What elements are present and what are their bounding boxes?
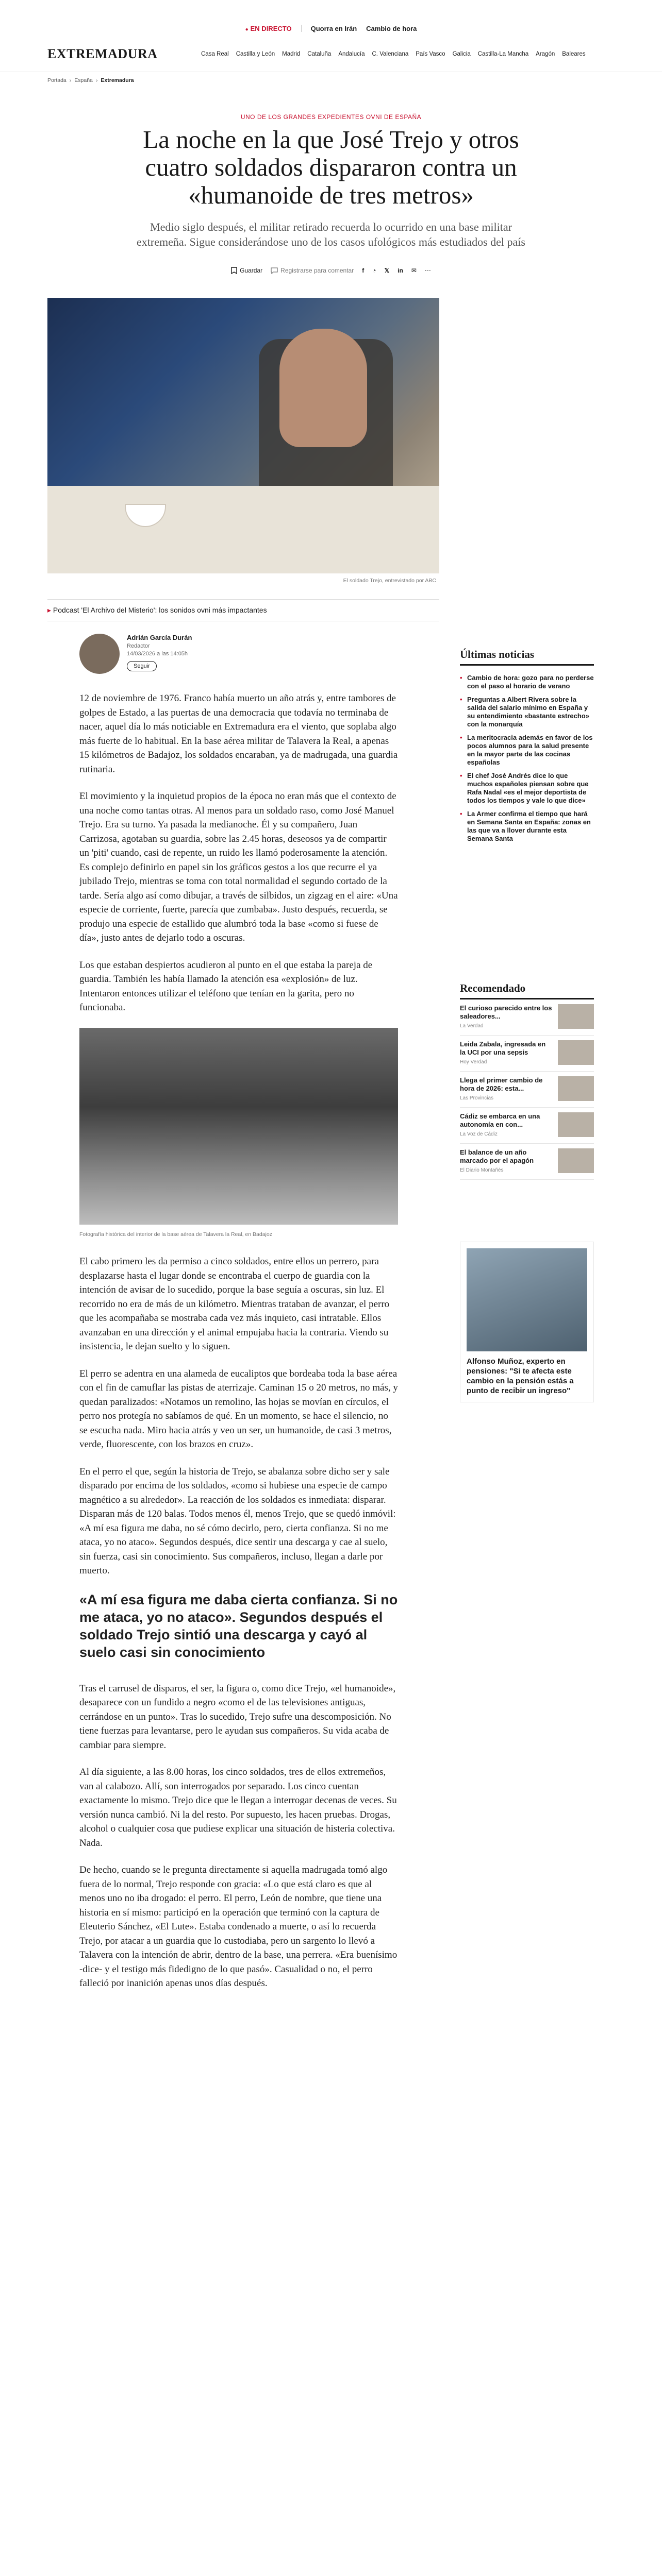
recommended-thumb xyxy=(558,1040,594,1065)
author-name[interactable]: Adrián García Durán xyxy=(127,634,192,641)
article-body xyxy=(79,691,398,1991)
linkedin-icon[interactable]: in xyxy=(398,267,403,274)
paragraph: El perro se adentra en una alameda de eucaliptos que bordeaba toda la base aérea con el fin de camuflar las pistas de aterrizaje. Caminan 15 o 20 metros, no más, y quedan paralizados: «Notamos un remolino, las hojas se movían en círculos, el perro nos protegía no sabíamos de qué. En un momento, se hace el silencio, no se escucha nada. Miro hacia atrás y veo un ser, un humanoide, de casi 3 metros, verde, fluorescente, con los brazos en cruz». xyxy=(79,1368,398,1450)
recommended-item-title: Cádiz se embarca en una autonomía en con... xyxy=(460,1112,540,1128)
site-header xyxy=(0,36,662,72)
publish-date: 14/03/2026 a las 14:05h xyxy=(127,651,188,657)
author-avatar[interactable] xyxy=(79,634,120,674)
sidebar xyxy=(460,648,594,1402)
latest-news-item[interactable]: • La meritocracia además en favor de los pocos alumnos para la salud presente en la mayor parte de las cocinas españolas xyxy=(460,734,594,772)
trending-link-2[interactable]: Cambio de hora xyxy=(366,24,417,32)
recommended-item[interactable] xyxy=(460,1108,594,1144)
pull-quote: «A mí esa figura me daba cierta confianza. Si no me ataca, yo no ataco». Segundos después el soldado Trejo sintió una descarga y cayó al suelo casi sin conocimiento xyxy=(79,1591,398,1660)
paragraph: Tras el carrusel de disparos, el ser, la figura o, como dice Trejo, «el humanoide», desaparece con un fundido a negro «como el de las televisiones antiguas, cerrándose en un punto». Tras lo sucedido, Trejo sufre una descomposición. No tiene fuerzas para levantarse, pero le ayudan sus compañeros. Su vida acaba de cambiar para siempre. xyxy=(79,1683,396,1751)
article-header xyxy=(130,113,532,278)
inline-photo-caption: Fotografía histórica del interior de la base aérea de Talavera la Real, en Badajoz xyxy=(79,1231,272,1238)
article-subtitle: Medio siglo después, el militar retirado recuerda lo ocurrido en una base militar extremeña. Sigue considerándose uno de los casos ufológicos más estudiados del país xyxy=(137,221,525,248)
paragraph: Los que estaban despiertos acudieron al punto en el que estaba la pareja de guardia. También les había llamado la atención esa «explosión» de luz. Intentaron entonces utilizar el teléfono que tenían en la garita, pero no funcionaba. xyxy=(79,959,373,1013)
site-logo[interactable]: EXTREMADURA xyxy=(47,46,158,61)
nav-item[interactable]: Casa Real xyxy=(201,50,229,57)
author-block xyxy=(79,634,439,674)
nav-item[interactable]: Aragón xyxy=(536,50,555,57)
author-role: Redactor xyxy=(127,643,150,649)
recommended-item[interactable] xyxy=(460,999,594,1036)
recommended-thumb xyxy=(558,1076,594,1101)
article-kicker: UNO DE LOS GRANDES EXPEDIENTES OVNI DE ESPAÑA xyxy=(240,113,422,121)
recommended-item-title: El curioso parecido entre los saleadores... xyxy=(460,1004,552,1020)
nav-item[interactable]: Andalucía xyxy=(338,50,365,57)
paragraph: Al día siguiente, a las 8.00 horas, los cinco soldados, tres de ellos extremeños, van al calabozo. Allí, son interrogados por separado. Los cinco cuentan exactamente lo mismo. Trejo dice que le llegan a interrogar decenas de veces. Su versión nunca cambió. Ni la del resto. Por supuesto, les hacen pruebas. Drogas, alcohol o cualquier cosa que pudiese explicar una situación de histeria colectiva. Nada. xyxy=(79,1767,397,1849)
recommended-item-source: La Verdad xyxy=(460,1023,484,1029)
recommended-item[interactable] xyxy=(460,1036,594,1072)
divider xyxy=(301,25,302,32)
recommended-title: Recomendado xyxy=(460,982,594,999)
whatsapp-icon[interactable]: ◔ xyxy=(372,267,376,274)
share-bar xyxy=(130,263,532,278)
nav-item[interactable]: Castilla y León xyxy=(236,50,275,57)
comment-icon xyxy=(271,267,278,274)
latest-news-item[interactable]: • La Armer confirma el tiempo que hará en Semana Santa en España: zonas en las que va a llover durante esta Semana Santa xyxy=(460,810,594,848)
recommended-item-source: El Diario Montañés xyxy=(460,1167,504,1173)
article-main xyxy=(47,298,439,1991)
save-label: Guardar xyxy=(240,267,263,274)
recommended-item-source: La Voz de Cádiz xyxy=(460,1131,498,1137)
podcast-link[interactable] xyxy=(47,599,439,621)
podcast-bullet-icon: ▸ xyxy=(47,606,53,614)
promo-text: Alfonso Muñoz, experto en pensiones: "Si te afecta este cambio en la pensión estás a punto de recibir un ingreso" xyxy=(467,1357,574,1395)
latest-news-list xyxy=(460,674,594,848)
facebook-icon[interactable]: f xyxy=(362,267,365,274)
podcast-label: Podcast 'El Archivo del Misterio': los sonidos ovni más impactantes xyxy=(53,606,267,614)
photo-caption: El soldado Trejo, entrevistado por ABC xyxy=(343,578,436,584)
latest-news-title: Últimas noticias xyxy=(460,648,594,666)
nav-item[interactable]: Madrid xyxy=(282,50,301,57)
top-bar xyxy=(0,0,662,36)
recommended-thumb xyxy=(558,1112,594,1137)
more-share-icon[interactable]: ⋯ xyxy=(424,267,431,274)
latest-news-item[interactable]: • El chef José Andrés dice lo que muchos españoles piensan sobre que Rafa Nadal «es el mejor deportista de todos los tiempos y vale lo que dice» xyxy=(460,772,594,810)
comment-button[interactable] xyxy=(271,267,354,274)
main-photo[interactable] xyxy=(47,298,439,573)
paragraph: En el perro el que, según la historia de Trejo, se abalanza sobre dicho ser y sale disparado por encima de los soldados, «como si hubiese una especie de campo magnético a su alrededor». La reacción de los soldados es inmediata: disparar. Disparan más de 120 balas. Todos menos él, menos Trejo, que se quedó inmóvil: «A mí esa figura me daba, no sé cómo decirlo, pero, cierta confianza. Si no me ataca, yo no ataco». Segundos después, dice sentir una descarga y cae al suelo, sin fuerza, casi sin conocimiento. Sus compañeros, incluso, llegan a darle por muerto. xyxy=(79,1466,396,1576)
recommended-item-source: Las Provincias xyxy=(460,1095,494,1101)
email-icon[interactable]: ✉ xyxy=(411,267,417,274)
nav-item[interactable]: Galicia xyxy=(452,50,471,57)
save-button[interactable] xyxy=(231,267,262,274)
recommended-item[interactable] xyxy=(460,1144,594,1180)
latest-news-item[interactable]: • Preguntas a Albert Rivera sobre la salida del salario mínimo en España y su entendimiento «bastante estrecho» con la monarquía xyxy=(460,696,594,734)
recommended-thumb xyxy=(558,1148,594,1173)
main-nav xyxy=(201,51,586,57)
recommended-item-title: El balance de un año marcado por el apagón xyxy=(460,1148,534,1164)
latest-news-item[interactable]: • Cambio de hora: gozo para no perderse con el paso al horario de verano xyxy=(460,674,594,696)
follow-button[interactable]: Seguir xyxy=(127,661,157,671)
recommended-item-title: Leida Zabala, ingresada en la UCI por una sepsis xyxy=(460,1040,546,1056)
paragraph: El movimiento y la inquietud propios de la época no eran más que el contexto de una noche como tantas otras. Al menos para un soldado raso, como José Manuel Trejo. Era su turno. Ya pasada la medianoche. Él y su compañero, Juan Carrizosa, agotaban su guardia, sobre las 2.45 horas, deseosos ya de compartir un 'piti' cuando, casi de repente, un ruido les llamó poderosamente la atención. Es complejo definirlo en papel sin los gráficos gestos a los que recurre el ya jubilado Trejo, mientras se toma con total normalidad el segundo cortado de la tarde. Sería algo así como dibujar, a través de silbidos, un zigzag en el aire: «Una especie de corriente, fuerte, parecía que zumbaba». Justo después, recuerda, se produjo una especie de estallido que alumbró toda la base «como si fuese de día», justo antes de dejarlo todo a oscuras. xyxy=(79,791,398,943)
nav-item[interactable]: C. Valenciana xyxy=(372,50,409,57)
nav-item[interactable]: Castilla-La Mancha xyxy=(477,50,529,57)
promo-card[interactable] xyxy=(460,1242,594,1402)
recommended-item[interactable] xyxy=(460,1072,594,1108)
bookmark-icon xyxy=(231,267,237,274)
breadcrumb-item-current[interactable]: Extremadura xyxy=(101,77,134,83)
paragraph: 12 de noviembre de 1976. Franco había muerto un año atrás y, entre tambores de golpes de Estado, a las puertas de una democracia que todavía no terminaba de nacer, aquel día lo más noticiable en Extremadura era el viento, que soplaba algo más fuerte de lo habitual. En la base aérea militar de Talavera la Real, a apenas 15 kilómetros de Badajoz, los soldados encaraban, ya de madrugada, una guardia rutinaria. xyxy=(79,693,398,775)
breadcrumb: Portada › España › Extremadura xyxy=(47,77,134,83)
recommended-block xyxy=(460,982,594,1180)
nav-item[interactable]: País Vasco xyxy=(416,50,445,57)
article-title: La noche en la que José Trejo y otros cuatro soldados dispararon contra un «humanoide de tres metros» xyxy=(143,125,519,209)
recommended-item-title: Llega el primer cambio de hora de 2026: esta... xyxy=(460,1076,543,1092)
promo-image xyxy=(467,1248,587,1351)
breadcrumb-item[interactable]: España xyxy=(74,77,93,83)
recommended-item-source: Hoy Verdad xyxy=(460,1059,487,1065)
content-layout xyxy=(47,298,615,1991)
inline-photo[interactable] xyxy=(79,1028,398,1225)
live-label[interactable]: ● EN DIRECTO xyxy=(245,25,292,32)
paragraph: El cabo primero les da permiso a cinco soldados, entre ellos un perrero, para desplazarse hasta el lugar donde se encontraba el cuerpo de guardia con la intención de avisar de lo sucedido, porque la base seguía a oscuras, sin luz. El recorrido no era de más de un kilómetro. Mientras trataban de avanzar, el perro que les acompañaba se mostraba cada vez más inquieto, casi intratable. Ellos avanzaban en una dirección y el animal empujaba hacia la contraria. Viendo su insistencia, le dejan suelto y lo siguen. xyxy=(79,1256,390,1352)
nav-item[interactable]: Cataluña xyxy=(307,50,332,57)
nav-item[interactable]: Baleares xyxy=(562,50,586,57)
x-icon[interactable]: 𝕏 xyxy=(384,267,390,274)
breadcrumb-item[interactable]: Portada xyxy=(47,77,67,83)
comment-label: Registrarse para comentar xyxy=(280,267,354,274)
recommended-thumb xyxy=(558,1004,594,1029)
trending-link-1[interactable]: Quorra en Irán xyxy=(310,24,357,32)
photo-table xyxy=(47,486,439,573)
paragraph: De hecho, cuando se le pregunta directamente si aquella madrugada tomó algo fuera de lo normal, Trejo responde con gracia: «Lo que está claro es que al menos uno no iba drogado: el perro. El perro, León de nombre, que tiene una historia en sí mismo: participó en la operación que terminó con la captura de Eleuterio Sánchez, «El Lute». Estaba condenado a muerte, o así lo recuerda Trejo, por atacar a un guardia que lo custodiaba, pero un sargento lo llevó a Talavera con la intención de abrir, dentro de la base, una perrera. «Era buenísimo -dice- y el testigo más fidedigno de lo que pasó». Casualidad o no, el perro falleció por inanición apenas unos días después. xyxy=(79,1865,398,1989)
photo-person xyxy=(279,329,367,447)
